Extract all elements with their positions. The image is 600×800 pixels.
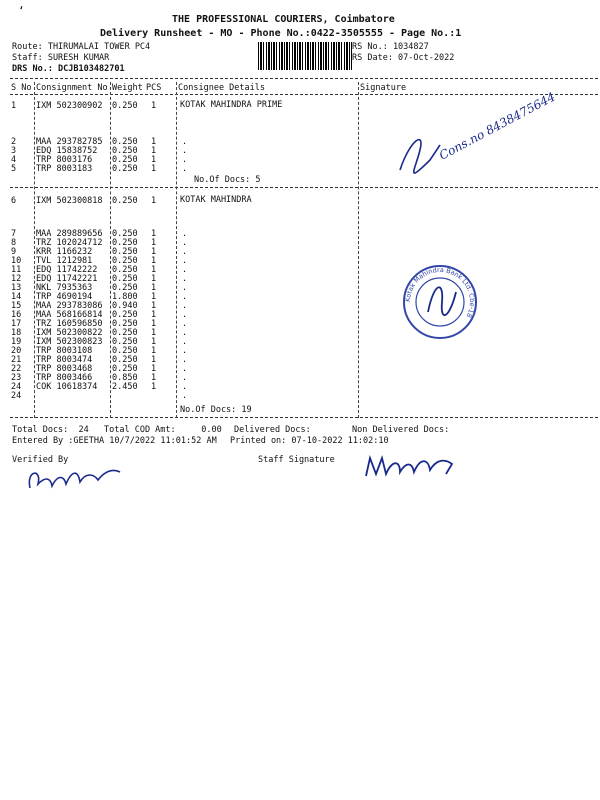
table-row: 8 TRZ 102024712 0.250 1 . — [11, 238, 188, 248]
table-row: 12 EDQ 11742221 0.250 1 . — [11, 274, 188, 284]
total-cod: Total COD Amt: 0.00 — [104, 425, 222, 435]
table-row: 24 . — [11, 391, 188, 401]
table-row: 5 TRP 8003183 0.250 1 . — [11, 164, 188, 174]
handwritten-text: Cons.no 8438475644 — [436, 90, 558, 163]
table-row: 16 MAA 568166814 0.250 1 . — [11, 310, 188, 320]
rs-number: RS No.: 1034827 — [352, 42, 429, 52]
no-of-docs: No.Of Docs: 5 — [194, 175, 261, 185]
table-row: 20 TRP 8003108 0.250 1 . — [11, 346, 188, 356]
divider — [10, 78, 598, 79]
table-row: 24 COK 10618374 2.450 1 . — [11, 382, 188, 392]
col-sno: S No — [11, 83, 32, 93]
signature-scribble — [400, 140, 440, 174]
table-row: 1 IXM 502300902 0.250 1 — [11, 101, 157, 111]
table-row: 18 IXM 502300822 0.250 1 . — [11, 328, 188, 338]
table-row: 7 MAA 289889656 0.250 1 . — [11, 229, 188, 239]
non-delivered-docs: Non Delivered Docs: — [352, 425, 450, 435]
barcode — [258, 42, 352, 70]
table-row: 10 TVL 1212981 0.250 1 . — [11, 256, 188, 266]
table-row: 19 IXM 502300823 0.250 1 . — [11, 337, 188, 347]
table-row: 6 IXM 502300818 0.250 1 — [11, 196, 157, 206]
col-signature: Signature — [360, 83, 407, 93]
table-row: 15 MAA 293783086 0.940 1 . — [11, 301, 188, 311]
corner-mark: ‘ — [18, 4, 25, 17]
staff-signature-label: Staff Signature — [258, 455, 335, 465]
table-row: 14 TRP 4690194 1.800 1 . — [11, 292, 188, 302]
col-pcs: PCS — [146, 83, 162, 93]
col-weight: Weight — [112, 83, 143, 93]
table-row: 2 MAA 293782785 0.250 1 . — [11, 137, 188, 147]
rs-date: RS Date: 07-Oct-2022 — [352, 53, 455, 63]
handwritten-annotation — [380, 90, 570, 195]
runsheet-title: Delivery Runsheet - MO - Phone No.:0422-3505555 - Page No.:1 — [100, 28, 462, 39]
consignee-name: KOTAK MAHINDRA — [180, 195, 252, 205]
company-name: THE PROFESSIONAL COURIERS, Coimbatore — [172, 14, 395, 25]
consignee-name: KOTAK MAHINDRA PRIME — [180, 100, 283, 110]
table-row: 3 EDQ 15838752 0.250 1 . — [11, 146, 188, 156]
verified-by-label: Verified By — [12, 455, 69, 465]
table-row: 22 TRP 8003468 0.250 1 . — [11, 364, 188, 374]
drs-number: DRS No.: DCJB103482701 — [12, 64, 125, 74]
table-row: 11 EDQ 11742222 0.250 1 . — [11, 265, 188, 275]
table-row: 4 TRP 8003176 0.250 1 . — [11, 155, 188, 165]
col-consignment: Consignment No — [36, 83, 108, 93]
staff: Staff: SURESH KUMAR — [12, 53, 110, 63]
verified-signature — [20, 450, 140, 500]
bank-stamp — [400, 262, 480, 342]
no-of-docs: No.Of Docs: 19 — [180, 405, 252, 415]
table-row: 21 TRP 8003474 0.250 1 . — [11, 355, 188, 365]
staff-signature — [360, 448, 470, 488]
stamp-text: Kotak Mahindra Bank Ltd. Cbe-18 — [403, 265, 477, 319]
total-docs: Total Docs: 24 — [12, 425, 89, 435]
stamp-signature — [428, 287, 456, 315]
printed-on: Printed on: 07-10-2022 11:02:10 — [230, 436, 389, 446]
route: Route: THIRUMALAI TOWER PC4 — [12, 42, 151, 52]
table-row: 13 NKL 7935363 0.250 1 . — [11, 283, 188, 293]
table-row: 23 TRP 8003466 0.850 1 . — [11, 373, 188, 383]
table-row: 9 KRR 1166232 0.250 1 . — [11, 247, 188, 257]
delivered-docs: Delivered Docs: — [234, 425, 311, 435]
entered-by: Entered By :GEETHA 10/7/2022 11:01:52 AM — [12, 436, 217, 446]
table-row: 17 TRZ 160596850 0.250 1 . — [11, 319, 188, 329]
divider — [10, 417, 598, 418]
col-consignee: Consignee Details — [178, 83, 265, 93]
